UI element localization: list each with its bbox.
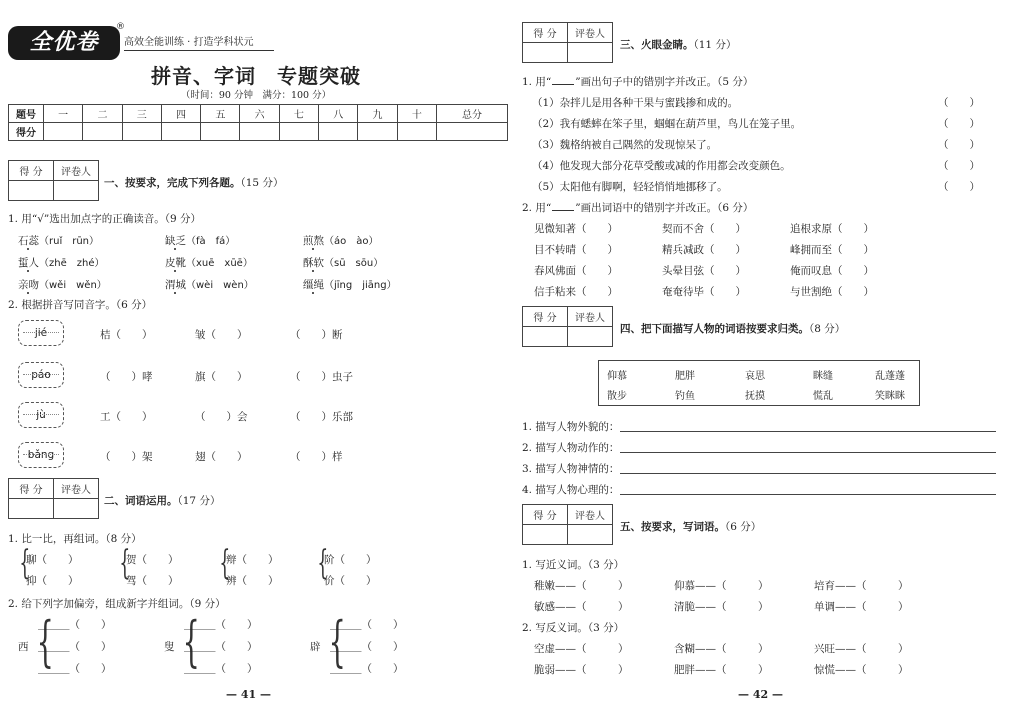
page-number: — 41 — <box>226 688 271 701</box>
section-5-points: （6 分） <box>725 521 762 533</box>
score-col: 五 <box>201 105 240 123</box>
q3-blank[interactable]: 价（ ） <box>324 575 377 587</box>
q1-item[interactable] <box>303 276 397 292</box>
q3-blank[interactable]: 贺（ ） <box>126 554 179 566</box>
underline-mark <box>552 202 574 211</box>
q4-blank[interactable]: ＿＿＿（ ） <box>330 663 404 675</box>
word-bank-item: 哀思 <box>745 371 765 382</box>
q1-word: 亲吻 <box>18 279 39 291</box>
score-col: 七 <box>279 105 318 123</box>
page-number: — 42 — <box>738 688 783 701</box>
grader-score-label: 得 分 <box>9 161 54 181</box>
score-table-row-label: 得分 <box>9 123 44 141</box>
grader-label: 评卷人 <box>54 161 99 181</box>
q2-blank[interactable]: 旗（ ） <box>195 371 248 383</box>
word-bank-item: 慌乱 <box>813 391 833 402</box>
word-bank-item: 抚摸 <box>745 391 765 402</box>
grader-cell[interactable] <box>568 43 613 63</box>
q5-sentence: （1）杂拌儿是用各种干果与蜜践掺和成的。 <box>532 97 739 109</box>
score-cell[interactable] <box>240 123 279 141</box>
q5-item[interactable] <box>532 116 1002 131</box>
brace: { <box>219 543 231 583</box>
q2-blank[interactable]: 翅（ ） <box>195 451 248 463</box>
word-bank-item: 乱蓬蓬 <box>875 371 905 382</box>
q1-pinyin: （áo ào） <box>324 236 379 247</box>
brace: { <box>36 610 54 673</box>
grader-box <box>522 306 613 347</box>
grader-score-cell[interactable] <box>523 525 568 545</box>
brace: { <box>317 543 329 583</box>
grader-score-cell[interactable] <box>9 499 54 519</box>
grader-label: 评卷人 <box>568 23 613 43</box>
q3-blank[interactable]: 辨（ ） <box>226 575 279 587</box>
q1-word: 渭城 <box>165 279 186 291</box>
q1-pinyin: （fà fá） <box>186 236 236 247</box>
q8-title: 1. 写近义词。（3 分） <box>522 559 625 571</box>
score-col-total: 总分 <box>437 105 508 123</box>
grader-cell[interactable] <box>568 525 613 545</box>
q1-item[interactable] <box>303 254 383 270</box>
q9-item[interactable]: 肥胖——（ ） <box>674 664 769 676</box>
q1-item[interactable] <box>18 254 104 270</box>
q3-title: 1. 比一比，再组词。（8 分） <box>8 533 142 545</box>
section-4-heading <box>620 321 845 336</box>
q5-sentence: （2）我有蟋蟀在笨子里，蝈蝈在葫芦里，鸟儿在笼子里。 <box>532 118 802 130</box>
score-col: 四 <box>161 105 200 123</box>
q4-blank[interactable]: ＿＿＿（ ） <box>330 619 404 631</box>
q1-item[interactable] <box>303 232 379 248</box>
q1-item[interactable] <box>165 276 254 292</box>
q4-char: 叟 <box>164 641 175 653</box>
q8-item[interactable]: 单调——（ ） <box>814 601 909 613</box>
q8-item[interactable]: 敏感——（ ） <box>534 601 629 613</box>
word-bank-item: 散步 <box>607 391 627 402</box>
q4-blank[interactable]: ＿＿＿（ ） <box>184 619 258 631</box>
q1-pinyin: （jīng jiāng） <box>324 280 397 291</box>
q7-label: 1. 描写人物外貌的： <box>522 421 620 433</box>
section-3-title: 三、火眼金睛。 <box>620 39 694 51</box>
answer-line[interactable] <box>620 431 996 432</box>
q1-word: 缺乏 <box>165 235 186 247</box>
grader-cell[interactable] <box>568 327 613 347</box>
grader-box <box>8 160 99 201</box>
grader-label: 评卷人 <box>54 479 99 499</box>
q1-word: 酥软 <box>303 257 324 269</box>
score-col: 一 <box>44 105 83 123</box>
word-bank-item: 钓鱼 <box>675 391 695 402</box>
q6-item[interactable]: 峰拥而至（ ） <box>790 244 874 256</box>
q1-word: 煎熬 <box>303 235 324 247</box>
section-5-title: 五、按要求，写词语。 <box>620 521 725 533</box>
q5-item[interactable] <box>532 95 1002 110</box>
q2-blank[interactable]: （ ）乐部 <box>290 411 353 423</box>
q7-label: 2. 描写人物动作的： <box>522 442 620 454</box>
q1-item[interactable] <box>165 232 235 248</box>
q1-item[interactable] <box>165 254 253 270</box>
q5-title-pre: 1. 用“ <box>522 76 552 88</box>
q6-title <box>522 200 753 215</box>
grader-label: 评卷人 <box>568 505 613 525</box>
q5-item[interactable] <box>532 158 1002 173</box>
score-col: 二 <box>83 105 122 123</box>
q9-title: 2. 写反义词。（3 分） <box>522 622 625 634</box>
q1-word: 皮靴 <box>165 257 186 269</box>
score-cell[interactable] <box>397 123 436 141</box>
q2-blank[interactable]: （ ）样 <box>290 451 343 463</box>
q1-word: 缰绳 <box>303 279 324 291</box>
grader-score-cell[interactable] <box>9 181 54 201</box>
q7-label: 4. 描写人物心理的： <box>522 484 620 496</box>
q6-item[interactable]: 俺而叹息（ ） <box>790 265 874 277</box>
score-cell[interactable] <box>161 123 200 141</box>
section-1-heading <box>104 175 283 190</box>
q2-blank[interactable]: （ ）断 <box>290 329 343 341</box>
q1-title: 1. 用“√”选出加点字的正确读音。（9 分） <box>8 213 202 225</box>
q6-item[interactable]: 与世割绝（ ） <box>790 286 874 298</box>
page-title: 拼音、字词 专题突破 <box>151 64 361 88</box>
pinyin-box: jié <box>18 320 64 346</box>
q4-blank[interactable]: ＿＿＿（ ） <box>330 641 404 653</box>
q6-item[interactable]: 目不转晴（ ） <box>534 244 618 256</box>
q3-blank[interactable]: 聊（ ） <box>26 554 79 566</box>
score-cell[interactable] <box>201 123 240 141</box>
score-cell[interactable] <box>358 123 397 141</box>
q2-blank[interactable]: 桔（ ） <box>100 329 153 341</box>
q6-item[interactable]: 春风佛面（ ） <box>534 265 618 277</box>
q2-blank[interactable]: 工（ ） <box>100 411 153 423</box>
q2-blank[interactable]: （ ）虫子 <box>290 371 353 383</box>
q4-blank[interactable]: ＿＿＿（ ） <box>38 619 112 631</box>
q6-item[interactable]: 追根求原（ ） <box>790 223 874 235</box>
score-col: 九 <box>358 105 397 123</box>
q8-item[interactable]: 仰慕——（ ） <box>674 580 769 592</box>
page-42 <box>512 0 1024 728</box>
q5-title-post: ”画出句子中的错别字并改正。（5 分） <box>575 76 754 88</box>
q6-item[interactable]: 精兵减政（ ） <box>662 244 746 256</box>
q8-item[interactable]: 培育——（ ） <box>814 580 909 592</box>
pinyin-box: páo <box>18 362 64 388</box>
q7-label: 3. 描写人物神情的： <box>522 463 620 475</box>
score-table <box>8 104 508 141</box>
grader-score-label: 得 分 <box>523 307 568 327</box>
answer-paren[interactable]: （ ） <box>938 160 980 172</box>
q1-word: 石蕊 <box>18 235 39 247</box>
section-1-points: （15 分） <box>240 177 284 189</box>
q9-item[interactable]: 空虚——（ ） <box>534 643 629 655</box>
word-bank-item: 仰慕 <box>607 371 627 382</box>
q6-item[interactable]: 契而不舍（ ） <box>662 223 746 235</box>
slogan: 高效全能训练 · 打造学科状元 <box>124 33 274 51</box>
answer-paren[interactable]: （ ） <box>938 97 980 109</box>
q5-sentence: （5）太阳他有脚啊，轻轻悄悄地挪移了。 <box>532 181 728 193</box>
section-2-heading <box>104 493 220 508</box>
q4-blank[interactable]: ＿＿＿（ ） <box>184 641 258 653</box>
q1-pinyin: （ruǐ rūn） <box>39 236 100 247</box>
q9-item[interactable]: 含糊——（ ） <box>674 643 769 655</box>
brace: { <box>19 543 31 583</box>
section-3-heading <box>620 37 736 52</box>
q4-blank[interactable]: ＿＿＿（ ） <box>38 641 112 653</box>
section-5-heading <box>620 519 761 534</box>
grader-box <box>8 478 99 519</box>
brace: { <box>119 543 131 583</box>
q5-item[interactable] <box>532 179 1002 194</box>
section-2-points: （17 分） <box>177 495 221 507</box>
grader-cell[interactable] <box>54 181 99 201</box>
q1-pinyin: （sū sōu） <box>324 258 384 269</box>
q1-word: 蜇人 <box>18 257 39 269</box>
q1-item[interactable] <box>18 232 99 248</box>
grader-score-label: 得 分 <box>9 479 54 499</box>
brand-logo: 全优卷 <box>8 26 120 60</box>
q6-item[interactable]: 奄奄待毕（ ） <box>662 286 746 298</box>
section-3-points: （11 分） <box>693 39 737 51</box>
grader-label: 评卷人 <box>568 307 613 327</box>
registered-mark: ® <box>116 22 125 32</box>
q3-blank[interactable]: 抑（ ） <box>26 575 79 587</box>
q4-title: 2. 给下列字加偏旁，组成新字并组词。（9 分） <box>8 598 226 610</box>
exam-info: （时间：90 分钟 满分：100 分） <box>180 90 332 101</box>
word-bank-item: 肥胖 <box>675 371 695 382</box>
q2-blank[interactable]: （ ）哮 <box>100 371 153 383</box>
score-cell[interactable] <box>437 123 508 141</box>
grader-cell[interactable] <box>54 499 99 519</box>
q4-char: 西 <box>18 641 29 653</box>
q1-pinyin: （xuē xūē） <box>186 258 253 269</box>
grader-box <box>522 504 613 545</box>
answer-paren[interactable]: （ ） <box>938 181 980 193</box>
q2-blank[interactable]: （ ）架 <box>100 451 153 463</box>
word-bank-item: 眯缝 <box>813 371 833 382</box>
q9-item[interactable]: 兴旺——（ ） <box>814 643 909 655</box>
answer-paren[interactable]: （ ） <box>938 139 980 151</box>
q9-item[interactable]: 惊慌——（ ） <box>814 664 909 676</box>
q4-blank[interactable]: ＿＿＿（ ） <box>184 663 258 675</box>
q3-blank[interactable]: 辩（ ） <box>226 554 279 566</box>
answer-line[interactable] <box>620 494 996 495</box>
section-1-title: 一、按要求，完成下列各题。 <box>104 177 241 189</box>
q3-blank[interactable]: 驾（ ） <box>126 575 179 587</box>
answer-line[interactable] <box>620 473 996 474</box>
q2-blank[interactable]: （ ）会 <box>195 411 248 423</box>
q1-pinyin: （wèi wèn） <box>186 280 254 291</box>
q5-item[interactable] <box>532 137 1002 152</box>
brace: { <box>328 610 346 673</box>
section-4-title: 四、把下面描写人物的词语按要求归类。 <box>620 323 809 335</box>
q6-title-post: ”画出词语中的错别字并改正。（6 分） <box>575 202 754 214</box>
pinyin-box: jù <box>18 402 64 428</box>
q1-pinyin: （wěi wěn） <box>39 280 107 291</box>
score-cell[interactable] <box>44 123 83 141</box>
score-col: 十 <box>397 105 436 123</box>
grader-score-cell[interactable] <box>523 327 568 347</box>
answer-paren[interactable]: （ ） <box>938 118 980 130</box>
answer-line[interactable] <box>620 452 996 453</box>
q1-item[interactable] <box>18 276 107 292</box>
brace: { <box>182 610 200 673</box>
q5-sentence: （4）他发现大部分花草受酸或减的作用都会改变颜色。 <box>532 160 791 172</box>
q6-item[interactable]: 头晕目弦（ ） <box>662 265 746 277</box>
q8-item[interactable]: 稚嫩——（ ） <box>534 580 629 592</box>
q4-char: 辟 <box>310 641 321 653</box>
word-bank <box>598 360 920 406</box>
q6-item[interactable]: 见微知著（ ） <box>534 223 618 235</box>
score-cell[interactable] <box>279 123 318 141</box>
score-table-header-label: 题号 <box>9 105 44 123</box>
q5-sentence: （3）魏格纳被自己隅然的发现惊呆了。 <box>532 139 718 151</box>
grader-score-label: 得 分 <box>523 505 568 525</box>
score-col: 三 <box>122 105 161 123</box>
q8-item[interactable]: 清脆——（ ） <box>674 601 769 613</box>
grader-score-label: 得 分 <box>523 23 568 43</box>
score-col: 六 <box>240 105 279 123</box>
grader-score-cell[interactable] <box>523 43 568 63</box>
q6-item[interactable]: 信手粘来（ ） <box>534 286 618 298</box>
score-cell[interactable] <box>319 123 358 141</box>
score-cell[interactable] <box>83 123 122 141</box>
score-col: 八 <box>319 105 358 123</box>
grader-box <box>522 22 613 63</box>
q1-pinyin: （zhē zhé） <box>39 258 105 269</box>
q5-title <box>522 74 753 89</box>
q9-item[interactable]: 脆弱——（ ） <box>534 664 629 676</box>
q2-title: 2. 根据拼音写同音字。（6 分） <box>8 299 153 311</box>
underline-mark <box>552 76 574 85</box>
section-2-title: 二、词语运用。 <box>104 495 178 507</box>
score-cell[interactable] <box>122 123 161 141</box>
q3-blank[interactable]: 阶（ ） <box>324 554 377 566</box>
q4-blank[interactable]: ＿＿＿（ ） <box>38 663 112 675</box>
q6-title-pre: 2. 用“ <box>522 202 552 214</box>
pinyin-box: bǎng <box>18 442 64 468</box>
q2-blank[interactable]: 皱（ ） <box>195 329 248 341</box>
section-4-points: （8 分） <box>809 323 846 335</box>
word-bank-item: 笑眯眯 <box>875 391 905 402</box>
